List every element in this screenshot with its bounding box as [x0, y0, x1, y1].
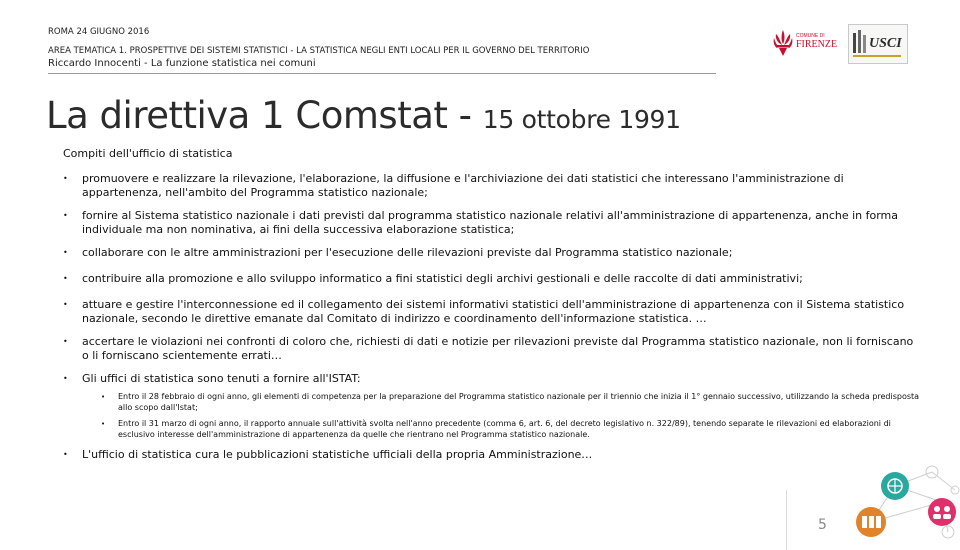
list-item-text: collaborare con le altre amministrazioni per l'esecuzione delle rilevazioni previste dal Programma statistico nazionale; [82, 246, 733, 259]
list-item [62, 335, 922, 363]
sub-bullet: • [101, 393, 106, 401]
bullet: • [63, 450, 68, 459]
speaker-talk: Riccardo Innocenti - La funzione statistica nei comuni [48, 58, 316, 69]
sub-list-item-text: Entro il 31 marzo di ogni anno, il rapporto annuale sull'attività svolta nell'anno precedente (comma 6, art. 6, del decreto legislativo n. 322/89), tenendo separate le rilevazioni ed elaborazioni di esclusivo interesse dell'amministrazione di appartenenza da quelle che rientrano nel Programma statistico nazionale. [118, 419, 891, 439]
slide-title [46, 94, 681, 137]
event-date: ROMA 24 GIUGNO 2016 [48, 27, 150, 37]
duties-list [62, 172, 922, 462]
title-main: La direttiva 1 Comstat - [46, 94, 483, 137]
list-item-text: Gli uffici di statistica sono tenuti a fornire all'ISTAT: [82, 372, 361, 385]
bullet: • [63, 300, 68, 309]
bullet: • [63, 248, 68, 257]
list-item-text: promuovere e realizzare la rilevazione, l'elaborazione, la diffusione e l'archiviazione dei dati statistici che interessano l'amministrazione di appartenenza, nell'ambito del Programma statistico nazionale; [82, 172, 844, 199]
page-number: 5 [818, 517, 827, 533]
globe-icon [881, 472, 909, 500]
list-item [62, 372, 922, 440]
thematic-area: AREA TEMATICA 1. PROSPETTIVE DEI SISTEMI STATISTICI - LA STATISTICA NEGLI ENTI LOCALI PER IL GOVERNO DEL TERRITORIO [48, 46, 590, 56]
sub-list-item [100, 419, 922, 440]
list-item [62, 272, 922, 286]
sub-list-item-text: Entro il 28 febbraio di ogni anno, gli elementi di competenza per la preparazione del Programma statistico nazionale per il triennio che inizia il 1° gennaio successivo, utilizzando la scheda predisposta allo scopo dall'Istat; [118, 392, 920, 412]
list-item-text: contribuire alla promozione e allo sviluppo informatico a fini statistici degli archivi gestionali e delle raccolte di dati amministrativi; [82, 272, 803, 285]
list-item [62, 209, 922, 237]
usci-text: USCI [869, 36, 902, 51]
bullet: • [63, 174, 68, 183]
books-icon [856, 507, 886, 537]
list-item-text: attuare e gestire l'interconnessione ed il collegamento dei sistemi informativi statistici dell'amministrazione di appartenenza con il Sistema statistico nazionale, secondo le direttive emanate dal Comitato di indirizzo e coordinamento dell'informazione statistica. … [82, 298, 905, 325]
people-icon [928, 498, 956, 526]
header-divider [48, 73, 716, 74]
decorative-network-graphic [845, 460, 960, 540]
list-item [62, 172, 922, 200]
istat-sublist [100, 392, 922, 440]
intro-heading: Compiti dell'ufficio di statistica [63, 147, 233, 160]
list-item [62, 448, 922, 462]
list-item-text: accertare le violazioni nei confronti di coloro che, richiesti di dati e notizie per rilevazioni previste dal Programma statistico nazionale, non li forniscano o li forniscano scientemente errati… [82, 335, 914, 362]
firenze-text: FIRENZE [796, 39, 838, 50]
list-item [62, 298, 922, 326]
title-date: 15 ottobre 1991 [482, 105, 681, 134]
firenze-small-text: COMUNE DI [796, 33, 825, 39]
bullet: • [63, 211, 68, 220]
list-item-text: L'ufficio di statistica cura le pubblicazioni statistiche ufficiali della propria Amministrazione… [82, 448, 593, 461]
sub-list-item [100, 392, 922, 413]
bullet: • [63, 274, 68, 283]
list-item [62, 246, 922, 260]
page-number-box [786, 490, 837, 550]
bullet: • [63, 337, 68, 346]
list-item-text: fornire al Sistema statistico nazionale i dati previsti dal programma statistico nazionale relativi all'amministrazione di appartenenza, anche in forma individuale ma non nominativa, ai fini della successiva elaborazione statistica; [82, 209, 899, 236]
bullet: • [63, 374, 68, 383]
usci-logo [848, 24, 908, 64]
comune-firenze-logo [772, 26, 842, 58]
sub-bullet: • [101, 420, 106, 428]
